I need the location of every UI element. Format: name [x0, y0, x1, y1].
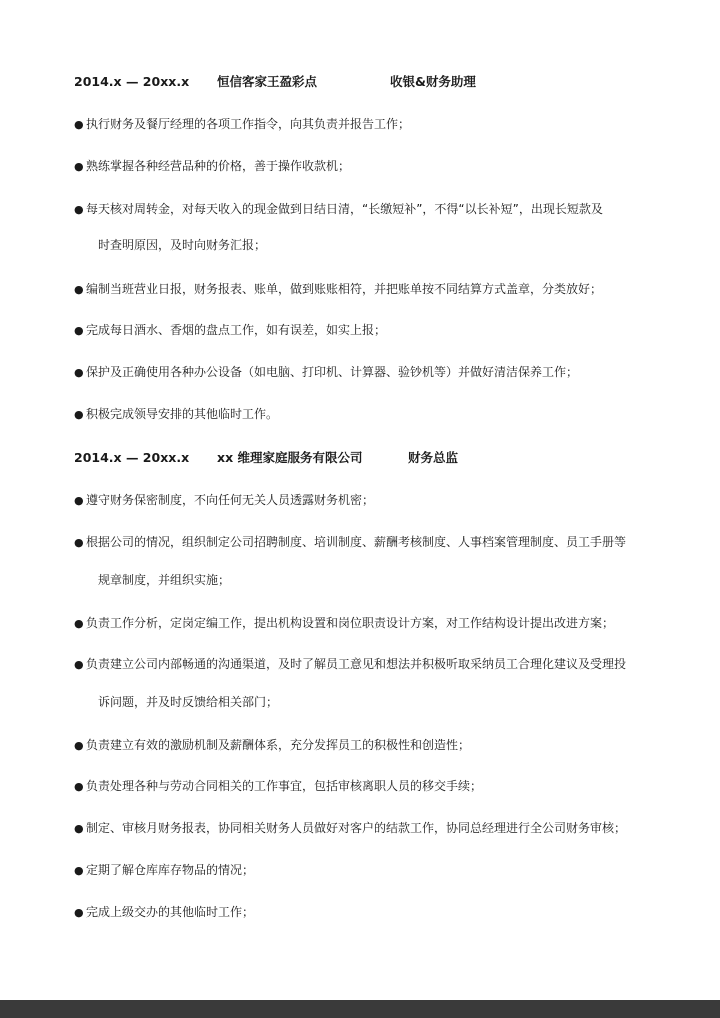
bullet-icon: ●	[74, 203, 84, 216]
duty-item	[74, 404, 674, 425]
duty-text: 完成每日酒水、香烟的盘点工作，如有误差，如实上报；	[86, 323, 387, 337]
duty-text: 执行财务及餐厅经理的各项工作指令，向其负责并报告工作；	[86, 117, 411, 131]
bullet-icon: ●	[74, 160, 84, 173]
duty-item	[74, 490, 674, 511]
job-period: 2014.x — 20xx.x	[74, 74, 190, 89]
bullet-icon: ●	[74, 822, 84, 835]
duty-text: 负责工作分析，定岗定编工作，提出机构设置和岗位职责设计方案，对工作结构设计提出改进方案；	[86, 616, 615, 630]
bullet-icon: ●	[74, 408, 84, 421]
bullet-icon: ●	[74, 366, 84, 379]
duty-item	[74, 156, 674, 177]
job-company: xx 维理家庭服务有限公司	[217, 450, 363, 465]
bullet-icon: ●	[74, 739, 84, 752]
bullet-icon: ●	[74, 658, 84, 671]
duty-item	[74, 860, 674, 881]
duty-text: 编制当班营业日报，财务报表、账单，做到账账相符，并把账单按不同结算方式盖章，分类放好；	[86, 282, 603, 296]
bullet-icon: ●	[74, 864, 84, 877]
duty-text-continued: 诉问题，并及时反馈给相关部门；	[98, 695, 279, 709]
duty-text: 负责处理各种与劳动合同相关的工作事宜，包括审核离职人员的移交手续；	[86, 779, 483, 793]
footer-bar	[0, 1000, 720, 1018]
job-position: 收银&财务助理	[390, 74, 476, 89]
bullet-icon: ●	[74, 780, 84, 793]
duty-item	[74, 818, 674, 839]
bullet-icon: ●	[74, 494, 84, 507]
duty-text: 遵守财务保密制度，不向任何无关人员透露财务机密；	[86, 493, 375, 507]
duty-item	[74, 902, 674, 923]
duty-text-continued: 时查明原因，及时向财务汇报；	[98, 238, 267, 252]
duty-item	[74, 320, 674, 341]
duty-item	[74, 199, 674, 259]
duty-item	[74, 776, 674, 797]
bullet-icon: ●	[74, 536, 84, 549]
duty-text: 完成上级交办的其他临时工作；	[86, 905, 255, 919]
duty-item	[74, 532, 674, 592]
duty-text: 根据公司的情况，组织制定公司招聘制度、培训制度、薪酬考核制度、人事档案管理制度、员工手册等	[86, 535, 627, 549]
duty-item	[74, 279, 674, 300]
duty-item	[74, 735, 674, 756]
job-position: 财务总监	[408, 450, 459, 465]
duty-item	[74, 362, 674, 383]
duty-item	[74, 654, 674, 714]
bullet-icon: ●	[74, 283, 84, 296]
duty-item	[74, 613, 674, 634]
duty-text: 制定、审核月财务报表，协同相关财务人员做好对客户的结款工作，协同总经理进行全公司财务审核；	[86, 821, 627, 835]
duty-text: 保护及正确使用各种办公设备（如电脑、打印机、计算器、验钞机等）并做好清洁保养工作；	[86, 365, 579, 379]
duty-text: 每天核对周转金，对每天收入的现金做到日结日清，“长缴短补”，不得“以长补短”，出现长短款及	[86, 202, 603, 216]
bullet-icon: ●	[74, 324, 84, 337]
duty-text-continued: 规章制度，并组织实施；	[98, 573, 231, 587]
duty-item	[74, 114, 674, 135]
duty-text: 负责建立公司内部畅通的沟通渠道，及时了解员工意见和想法并积极听取采纳员工合理化建议及受理投	[86, 657, 627, 671]
bullet-icon: ●	[74, 906, 84, 919]
job-company: 恒信客家王盈彩点	[217, 74, 318, 89]
bullet-icon: ●	[74, 617, 84, 630]
duty-text: 定期了解仓库库存物品的情况；	[86, 863, 255, 877]
duty-text: 积极完成领导安排的其他临时工作。	[86, 407, 279, 421]
duty-text: 熟练掌握各种经营品种的价格，善于操作收款机；	[86, 159, 351, 173]
job-period: 2014.x — 20xx.x	[74, 450, 190, 465]
bullet-icon: ●	[74, 118, 84, 131]
duty-text: 负责建立有效的激励机制及薪酬体系，充分发挥员工的积极性和创造性；	[86, 738, 471, 752]
